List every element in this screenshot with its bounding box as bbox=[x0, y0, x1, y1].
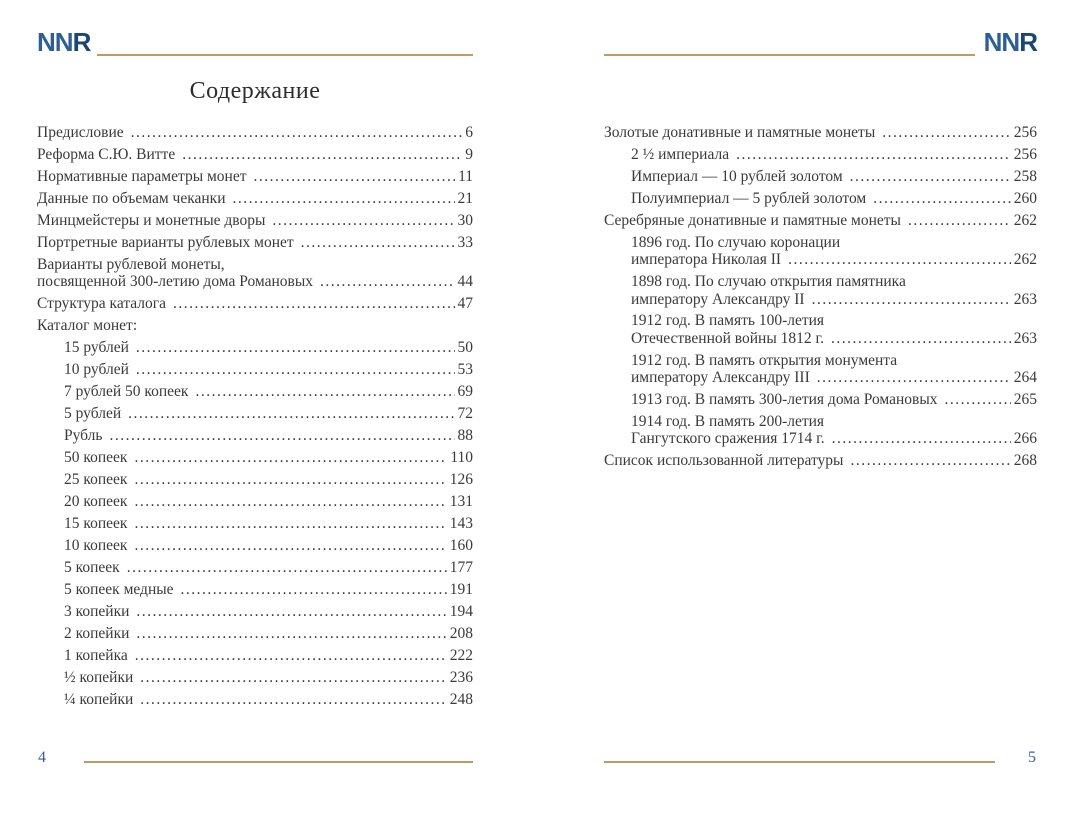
nnr-logo-text-light: NN bbox=[983, 27, 1020, 57]
toc-entry-line bbox=[64, 559, 473, 576]
toc-entry bbox=[37, 537, 473, 554]
toc-entry-label: 20 копеек bbox=[64, 493, 128, 511]
toc-entry bbox=[604, 273, 1037, 308]
toc-entry-page-number: 263 bbox=[1013, 290, 1037, 308]
toc-entry-page-number: 21 bbox=[457, 189, 473, 207]
leader-dots bbox=[136, 603, 446, 620]
toc-entry-line bbox=[631, 312, 1037, 329]
leader-dots bbox=[812, 291, 1011, 308]
toc-entry bbox=[604, 146, 1037, 163]
toc-entry-line bbox=[37, 212, 473, 229]
toc-entry-line bbox=[64, 603, 473, 620]
leader-dots bbox=[136, 625, 446, 642]
toc-entry-page-number: 262 bbox=[1013, 251, 1037, 269]
toc-entry-page-number: 143 bbox=[449, 515, 473, 533]
toc-entry-page-number: 131 bbox=[449, 493, 473, 511]
toc-entry-label: 5 рублей bbox=[64, 405, 122, 423]
leader-dots bbox=[136, 339, 455, 356]
leader-dots bbox=[134, 537, 446, 554]
nnr-logo bbox=[984, 29, 1037, 55]
toc-entry-page-number: 110 bbox=[450, 449, 473, 467]
toc-entry-line bbox=[37, 168, 473, 185]
toc-entry-label: 2 копейки bbox=[64, 624, 130, 642]
toc-entry-label: Отечественной войны 1812 г. bbox=[631, 329, 824, 347]
toc-entry-label: 1 копейка bbox=[64, 646, 128, 664]
toc-entry-page-number: 248 bbox=[449, 690, 473, 708]
toc-entry-page-number: 50 bbox=[457, 339, 473, 357]
leader-dots bbox=[128, 405, 454, 422]
toc-entry bbox=[604, 352, 1037, 387]
toc-entry-line bbox=[64, 581, 473, 598]
toc-entry-line bbox=[37, 234, 473, 251]
toc-entry bbox=[37, 256, 473, 291]
folio-number: 5 bbox=[1028, 749, 1036, 766]
toc-entry-label: 10 копеек bbox=[64, 537, 128, 555]
toc-entry-label: 1896 год. По случаю коронации bbox=[631, 233, 841, 251]
toc-entry-label: ½ копейки bbox=[64, 668, 134, 686]
toc-entry-line bbox=[64, 493, 473, 510]
toc-entry bbox=[37, 691, 473, 708]
toc-entry-line bbox=[64, 339, 473, 356]
toc-entry bbox=[604, 234, 1037, 269]
leader-dots bbox=[301, 234, 455, 251]
toc-entry bbox=[37, 427, 473, 444]
leader-dots bbox=[788, 251, 1011, 268]
toc-entry bbox=[37, 146, 473, 163]
toc-entry-page-number: 191 bbox=[449, 580, 473, 598]
leader-dots bbox=[140, 669, 446, 686]
toc-entry-label: Серебряные донативные и памятные монеты bbox=[604, 211, 901, 229]
toc-entry bbox=[604, 413, 1037, 448]
leader-dots bbox=[134, 515, 446, 532]
toc-entry bbox=[37, 493, 473, 510]
toc-entry-label: Золотые донативные и памятные монеты bbox=[604, 124, 876, 141]
toc-entry bbox=[37, 124, 473, 141]
toc-entry bbox=[604, 391, 1037, 408]
toc-entry-line bbox=[64, 669, 473, 686]
toc-entry-line bbox=[604, 212, 1037, 229]
toc-entry-page-number: 256 bbox=[1013, 124, 1037, 141]
leader-dots bbox=[173, 295, 454, 312]
toc-entry bbox=[604, 124, 1037, 141]
leader-dots bbox=[140, 691, 446, 708]
toc-entry-page-number: 194 bbox=[449, 602, 473, 620]
toc-list-left bbox=[37, 124, 473, 713]
toc-entry-line bbox=[64, 515, 473, 532]
folio-number: 4 bbox=[38, 749, 46, 766]
leader-dots bbox=[181, 581, 447, 598]
toc-entry-page-number: 260 bbox=[1013, 189, 1037, 207]
toc-entry-line bbox=[631, 168, 1037, 185]
header-rule bbox=[604, 54, 975, 56]
toc-entry-page-number: 265 bbox=[1013, 391, 1037, 409]
toc-entry-page-number: 263 bbox=[1013, 329, 1037, 347]
toc-entry-page-number: 47 bbox=[457, 295, 473, 313]
toc-entry bbox=[37, 383, 473, 400]
toc-entry-page-number: 268 bbox=[1013, 452, 1037, 470]
toc-entry-line bbox=[631, 369, 1037, 386]
nnr-logo bbox=[37, 29, 90, 55]
toc-entry-line bbox=[631, 352, 1037, 369]
toc-entry-label: 1912 год. В память 100-летия bbox=[631, 312, 825, 330]
leader-dots bbox=[134, 471, 446, 488]
toc-entry-label: ¼ копейки bbox=[64, 690, 134, 708]
leader-dots bbox=[135, 647, 447, 664]
footer-rule bbox=[604, 761, 995, 763]
leader-dots bbox=[736, 146, 1011, 163]
leader-dots bbox=[873, 190, 1011, 207]
toc-entry-line bbox=[64, 691, 473, 708]
leader-dots bbox=[320, 273, 454, 290]
toc-entry-label: императора Николая II bbox=[631, 251, 782, 269]
toc-entry bbox=[37, 559, 473, 576]
leader-dots bbox=[134, 493, 446, 510]
toc-entry-label: посвященной 300-летию дома Романовых bbox=[37, 273, 314, 291]
toc-entry bbox=[37, 647, 473, 664]
toc-entry bbox=[37, 669, 473, 686]
leader-dots bbox=[272, 212, 454, 229]
toc-entry-label: 5 копеек медные bbox=[64, 580, 174, 598]
toc-entry-page-number: 266 bbox=[1013, 430, 1037, 448]
toc-entry-line bbox=[37, 256, 473, 273]
page-title: Содержание bbox=[189, 78, 321, 104]
toc-entry-label: Список использованной литературы bbox=[604, 452, 844, 470]
leader-dots bbox=[233, 190, 455, 207]
toc-entry bbox=[37, 361, 473, 378]
toc-entry-line bbox=[64, 383, 473, 400]
toc-entry-page-number: 69 bbox=[457, 383, 473, 401]
toc-entry bbox=[604, 190, 1037, 207]
toc-entry-page-number: 160 bbox=[449, 537, 473, 555]
toc-entry-line bbox=[604, 452, 1037, 469]
toc-entry-label: Предисловие bbox=[37, 124, 124, 141]
toc-entry-line bbox=[37, 273, 473, 290]
toc-entry bbox=[37, 471, 473, 488]
toc-entry-page-number: 262 bbox=[1013, 211, 1037, 229]
nnr-logo-text-light: NN bbox=[37, 27, 73, 57]
toc-entry bbox=[37, 603, 473, 620]
toc-entry-label: 1912 год. В память открытия монумента bbox=[631, 351, 898, 369]
toc-entry-line bbox=[631, 273, 1037, 290]
toc-entry-page-number: 53 bbox=[457, 361, 473, 379]
toc-entry-line bbox=[631, 291, 1037, 308]
toc-entry-label: 5 копеек bbox=[64, 559, 120, 576]
toc-entry-line bbox=[631, 413, 1037, 430]
toc-entry bbox=[604, 212, 1037, 229]
toc-entry-label: Портретные варианты рублевых монет bbox=[37, 233, 294, 251]
nnr-logo-text-dark: R bbox=[1019, 27, 1037, 57]
right-page bbox=[604, 0, 1037, 814]
toc-entry-page-number: 6 bbox=[465, 124, 473, 141]
toc-entry-label: Минцмейстеры и монетные дворы bbox=[37, 211, 266, 229]
toc-entry-page-number: 126 bbox=[449, 471, 473, 489]
toc-entry-page-number: 264 bbox=[1013, 369, 1037, 387]
toc-entry-label: Гангутского сражения 1714 г. bbox=[631, 430, 825, 448]
toc-entry-line bbox=[37, 124, 473, 141]
toc-entry-page-number: 33 bbox=[457, 233, 473, 251]
leader-dots bbox=[109, 427, 454, 444]
leader-dots bbox=[817, 369, 1011, 386]
toc-entry bbox=[37, 405, 473, 422]
toc-list-right bbox=[604, 124, 1037, 474]
toc-entry-line bbox=[631, 330, 1037, 347]
toc-entry-label: 1913 год. В память 300-летия дома Романовых bbox=[631, 391, 938, 409]
toc-entry bbox=[37, 581, 473, 598]
toc-entry bbox=[37, 339, 473, 356]
left-page-footer bbox=[37, 748, 473, 778]
toc-entry-line bbox=[37, 295, 473, 312]
toc-entry bbox=[37, 168, 473, 185]
leader-dots bbox=[131, 124, 463, 141]
toc-entry-line bbox=[631, 391, 1037, 408]
toc-entry-label: Империал — 10 рублей золотом bbox=[631, 167, 843, 185]
toc-entry bbox=[37, 449, 473, 466]
leader-dots bbox=[831, 330, 1011, 347]
toc-entry-page-number: 44 bbox=[457, 273, 473, 291]
toc-entry-page-number: 11 bbox=[458, 167, 473, 185]
header-rule bbox=[97, 54, 473, 56]
toc-entry-label: 15 рублей bbox=[64, 339, 129, 357]
leader-dots bbox=[182, 146, 462, 163]
leader-dots bbox=[832, 430, 1011, 447]
toc-entry-page-number: 9 bbox=[465, 145, 473, 163]
toc-entry-line bbox=[37, 317, 473, 334]
toc-entry-label: Каталог монет: bbox=[37, 317, 138, 335]
leader-dots bbox=[134, 449, 447, 466]
left-page bbox=[37, 0, 473, 814]
toc-entry bbox=[604, 452, 1037, 469]
toc-entry bbox=[37, 190, 473, 207]
footer-rule bbox=[84, 761, 473, 763]
toc-entry-line bbox=[64, 625, 473, 642]
toc-entry-page-number: 88 bbox=[457, 427, 473, 445]
toc-entry-label: 1914 год. В память 200-летия bbox=[631, 413, 825, 431]
toc-entry-line bbox=[631, 251, 1037, 268]
toc-entry-label: Данные по объемам чеканки bbox=[37, 189, 226, 207]
toc-entry-label: императору Александру III bbox=[631, 369, 810, 387]
toc-entry-label: Варианты рублевой монеты, bbox=[37, 255, 225, 273]
toc-entry-label: 1898 год. По случаю открытия памятника bbox=[631, 273, 906, 291]
toc-entry-label: Рубль bbox=[64, 427, 103, 445]
toc-entry-line bbox=[64, 405, 473, 422]
toc-entry-line bbox=[631, 430, 1037, 447]
toc-entry-line bbox=[64, 471, 473, 488]
toc-entry-line bbox=[64, 427, 473, 444]
toc-entry-label: Полуимпериал — 5 рублей золотом bbox=[631, 189, 867, 207]
toc-entry bbox=[37, 295, 473, 312]
leader-dots bbox=[195, 383, 454, 400]
nnr-logo-text-dark: R bbox=[72, 27, 91, 57]
toc-entry-line bbox=[64, 647, 473, 664]
toc-entry-line bbox=[64, 449, 473, 466]
leader-dots bbox=[945, 391, 1011, 408]
toc-entry bbox=[37, 625, 473, 642]
toc-entry-label: 15 копеек bbox=[64, 515, 128, 533]
toc-entry-label: 2 ½ империала bbox=[631, 145, 730, 163]
leader-dots bbox=[882, 124, 1011, 141]
right-page-footer bbox=[604, 748, 1037, 778]
toc-entry-page-number: 258 bbox=[1013, 167, 1037, 185]
toc-entry-label: императору Александру II bbox=[631, 290, 805, 308]
toc-entry-page-number: 30 bbox=[457, 211, 473, 229]
toc-entry bbox=[37, 317, 473, 334]
toc-entry-line bbox=[64, 361, 473, 378]
toc-entry-label: Нормативные параметры монет bbox=[37, 167, 247, 185]
toc-entry-line bbox=[37, 146, 473, 163]
toc-entry-line bbox=[631, 190, 1037, 207]
toc-entry-page-number: 236 bbox=[449, 668, 473, 686]
toc-entry bbox=[37, 234, 473, 251]
toc-entry bbox=[604, 168, 1037, 185]
toc-entry-page-number: 72 bbox=[457, 405, 473, 423]
leader-dots bbox=[136, 361, 455, 378]
leader-dots bbox=[908, 212, 1011, 229]
toc-entry bbox=[604, 312, 1037, 347]
toc-entry-line bbox=[37, 190, 473, 207]
toc-entry-page-number: 222 bbox=[449, 646, 473, 664]
toc-entry-line bbox=[604, 124, 1037, 141]
toc-entry-label: 3 копейки bbox=[64, 602, 130, 620]
toc-entry-line bbox=[631, 146, 1037, 163]
toc-entry-label: Реформа С.Ю. Витте bbox=[37, 145, 176, 163]
toc-entry-label: 10 рублей bbox=[64, 361, 129, 379]
toc-entry-page-number: 177 bbox=[449, 559, 473, 576]
toc-entry-label: Структура каталога bbox=[37, 295, 167, 313]
toc-entry bbox=[37, 212, 473, 229]
toc-entry-label: 7 рублей 50 копеек bbox=[64, 383, 189, 401]
toc-entry-page-number: 256 bbox=[1013, 145, 1037, 163]
toc-entry-line bbox=[64, 537, 473, 554]
leader-dots bbox=[850, 452, 1010, 469]
toc-entry-label: 50 копеек bbox=[64, 449, 128, 467]
toc-entry-line bbox=[631, 234, 1037, 251]
leader-dots bbox=[850, 168, 1011, 185]
leader-dots bbox=[127, 559, 447, 576]
toc-entry-page-number: 208 bbox=[449, 624, 473, 642]
leader-dots bbox=[254, 168, 456, 185]
toc-entry-label: 25 копеек bbox=[64, 471, 128, 489]
toc-entry bbox=[37, 515, 473, 532]
